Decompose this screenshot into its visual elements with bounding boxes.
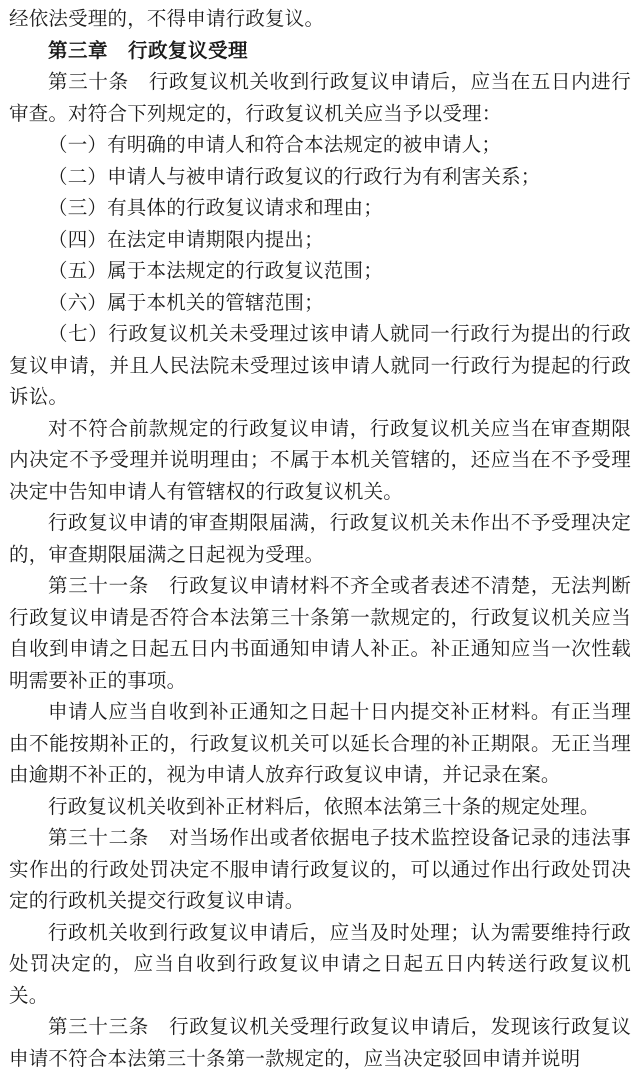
article-31-paragraph-2: 申请人应当自收到补正通知之日起十日内提交补正材料。有正当理由不能按期补正的，行政复议机关可以延长合理的补正期限。无正当理由逾期不补正的，视为申请人放弃行政复议申请，并记录在案。 (9, 700, 631, 786)
article-30-item-7: （七）行政复议机关未受理过该申请人就同一行政行为提出的行政复议申请，并且人民法院未受理过该申请人就同一行政行为提起的行政诉讼。 (9, 322, 631, 408)
article-33-paragraph (9, 1011, 631, 1074)
article-30-text: 行政复议机关收到行政复议申请后，应当在五日内进行审查。对符合下列规定的，行政复议机关应当予以受理： (9, 70, 631, 125)
lead-line: 经依法受理的，不得申请行政复议。 (9, 7, 325, 30)
article-30-item-6: （六）属于本机关的管辖范围； (48, 290, 324, 314)
article-30-paragraph-3: 行政复议申请的审查期限届满，行政复议机关未作出不予受理决定的，审查期限届满之日起视为受理。 (9, 511, 631, 566)
article-30-paragraph-2: 对不符合前款规定的行政复议申请，行政复议机关应当在审查期限内决定不予受理并说明理由；不属于本机关管辖的，还应当在不予受理决定中告知申请人有管辖权的行政复议机关。 (9, 416, 631, 503)
chapter-title: 第三章 行政复议受理 (48, 38, 249, 62)
article-32-number: 第三十二条 (48, 826, 149, 849)
article-31-paragraph-3: 行政复议机关收到补正材料后，依照本法第三十条的规定处理。 (48, 794, 600, 818)
article-30-item-5: （五）属于本法规定的行政复议范围； (48, 259, 383, 282)
article-32-text: 对当场作出或者依据电子技术监控设备记录的违法事实作出的行政处罚决定不服申请行政复议的，可以通过作出行政处罚决定的行政机关提交行政复议申请。 (9, 826, 631, 912)
article-31-paragraph (9, 570, 631, 696)
article-32-paragraph (9, 822, 631, 917)
article-32-paragraph-2: 行政机关收到行政复议申请后，应当及时处理；认为需要维持行政处罚决定的，应当自收到行政复议申请之日起五日内转送行政复议机关。 (9, 920, 631, 1007)
article-30-item-4: （四）在法定申请期限内提出； (48, 227, 324, 251)
article-33-number: 第三十三条 (48, 1015, 149, 1038)
article-30-item-1: （一）有明确的申请人和符合本法规定的被申请人； (48, 133, 502, 156)
article-30-item-3: （三）有具体的行政复议请求和理由； (48, 196, 383, 219)
article-33-text: 行政复议机关受理行政复议申请后，发现该行政复议申请不符合本法第三十条第一款规定的，应当决定驳回申请并说明 (9, 1015, 631, 1070)
article-30-number: 第三十条 (48, 70, 129, 93)
article-30-item-2: （二）申请人与被申请行政复议的行政行为有利害关系； (48, 164, 541, 188)
article-31-text: 行政复议申请材料不齐全或者表述不清楚，无法判断行政复议申请是否符合本法第三十条第一款规定的，行政复议机关应当自收到申请之日起五日内书面通知申请人补正。补正通知应当一次性载明需要补正的事项。 (9, 574, 631, 692)
article-30-paragraph (9, 66, 631, 129)
article-31-number: 第三十一条 (48, 574, 149, 597)
